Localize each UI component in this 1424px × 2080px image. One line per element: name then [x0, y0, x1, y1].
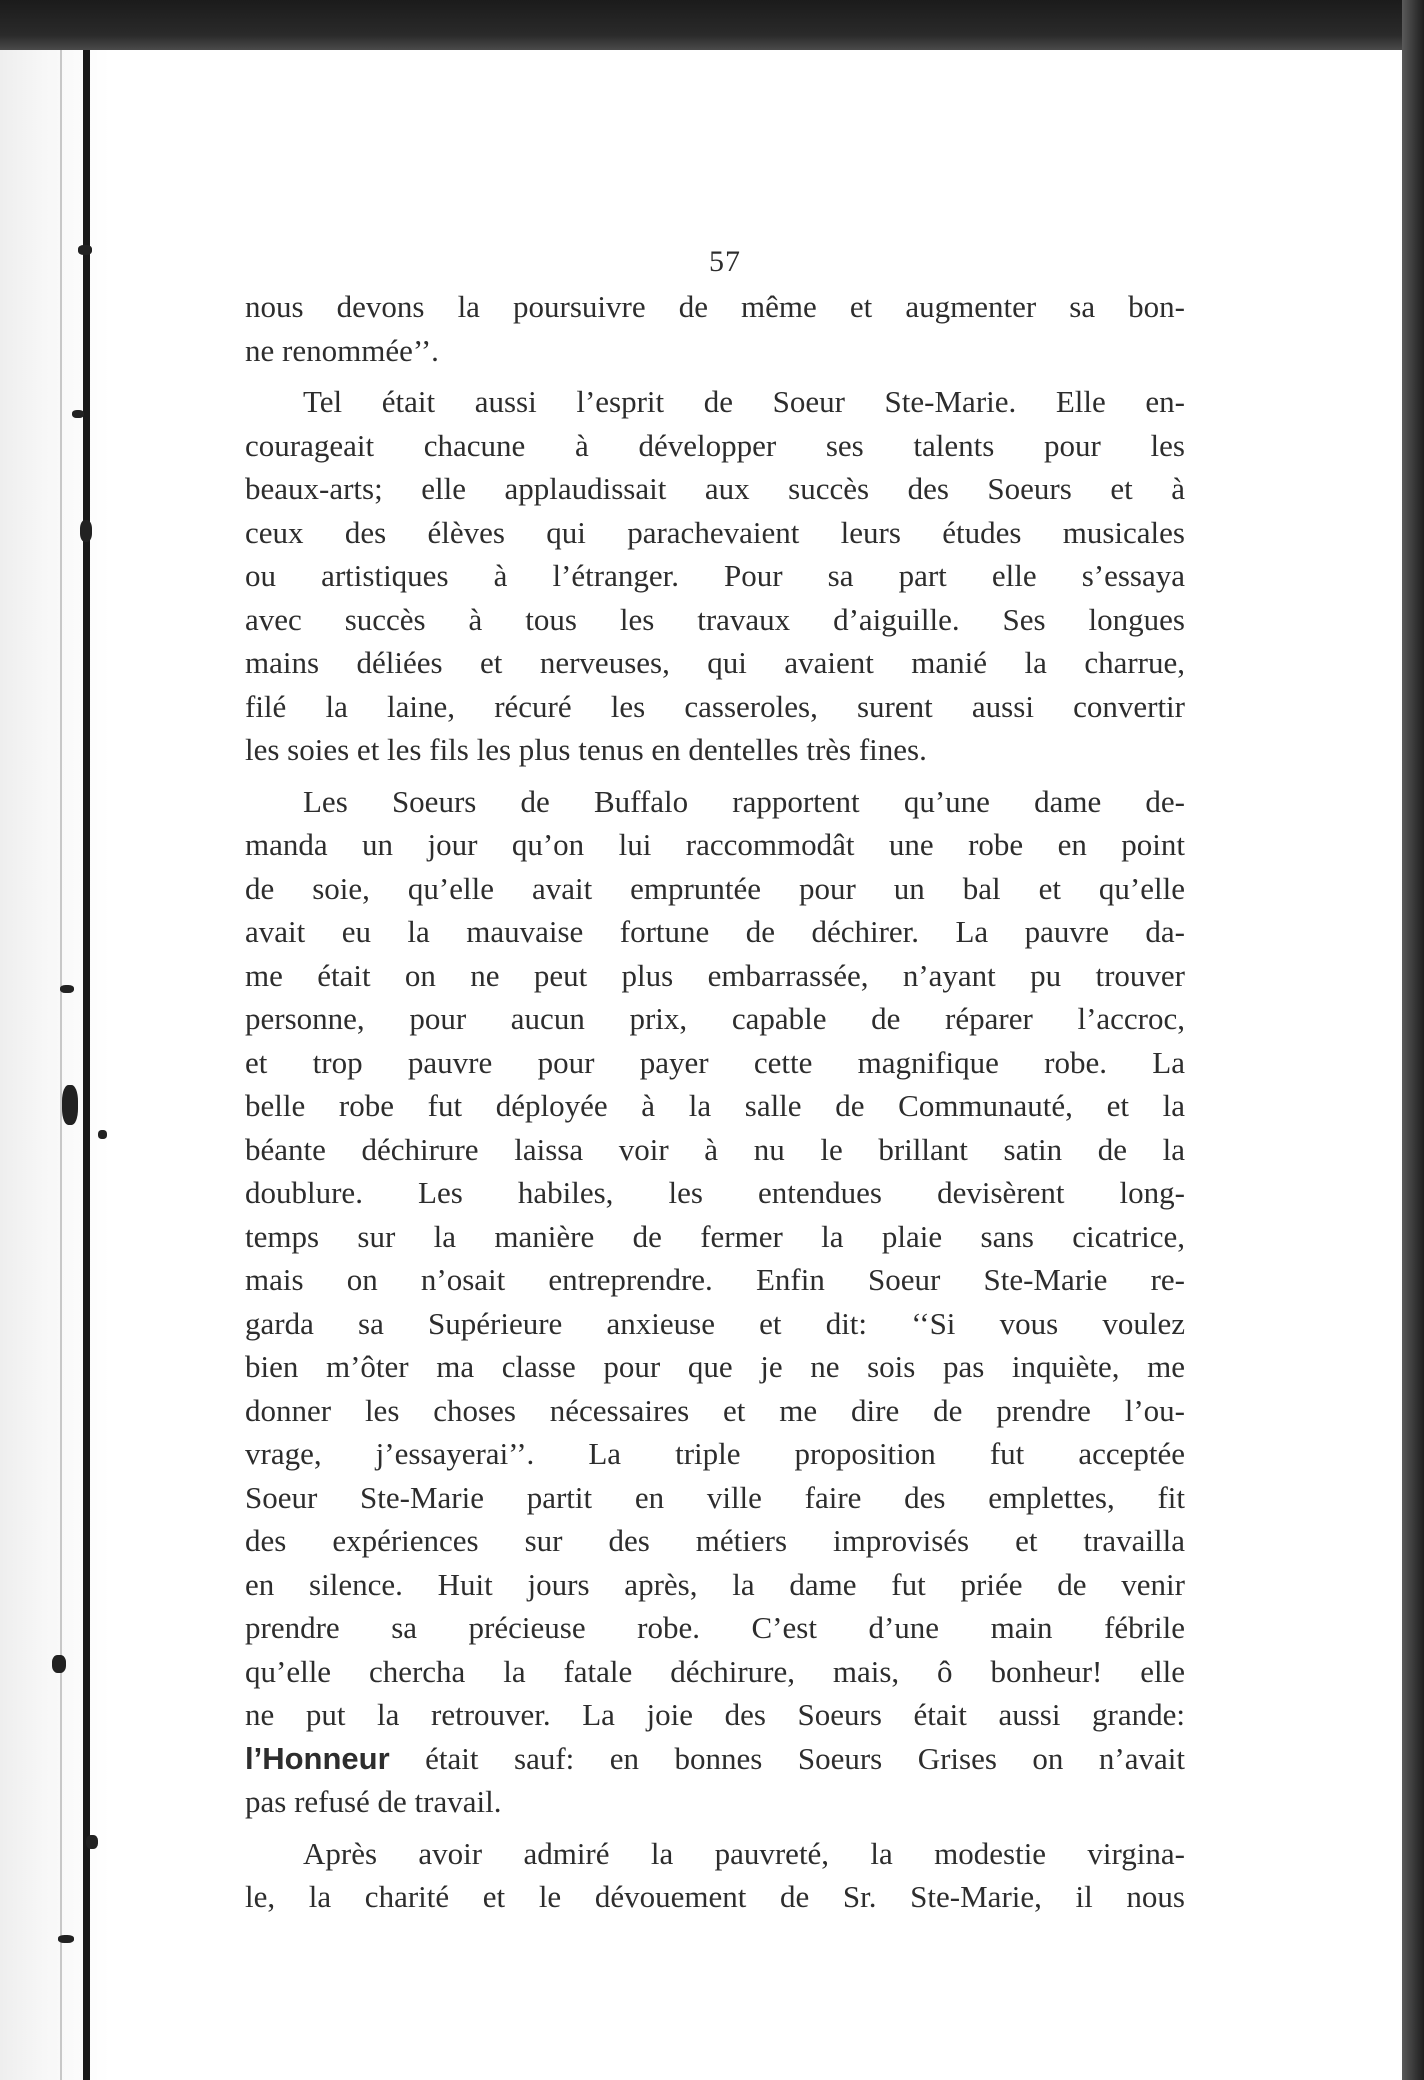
text-line: en silence. Huit jours après, la dame fut priée de venir: [245, 1566, 1185, 1602]
binding-speck: [52, 1655, 66, 1673]
text-line: Soeur Ste-Marie partit en ville faire des emplettes, fit: [245, 1479, 1185, 1515]
scanner-edge-right: [1402, 0, 1424, 2080]
text-line: garda sa Supérieure anxieuse et dit: ‘‘Si vous voulez: [245, 1305, 1185, 1341]
text-fragment: était sauf: en bonnes Soeurs Grises on n’avait: [389, 1740, 1185, 1776]
text-line: nous devons la poursuivre de même et augmenter sa bon-: [245, 289, 1185, 324]
paragraph-3: [245, 780, 1185, 1824]
text-line: bien m’ôter ma classe pour que je ne sois pas inquiète, me: [245, 1349, 1185, 1384]
binding-line: [83, 50, 90, 2080]
binding-speck: [62, 1085, 78, 1125]
text-line: qu’elle chercha la fatale déchirure, mais, ô bonheur! elle: [245, 1653, 1185, 1689]
text-line: béante déchirure laissa voir à nu le brillant satin de la: [245, 1131, 1185, 1167]
text-line: le, la charité et le dévouement de Sr. Ste-Marie, il nous: [245, 1879, 1185, 1914]
text-line: manda un jour qu’on lui raccommodât une robe en point: [245, 827, 1185, 862]
binding-shadow-line: [60, 50, 62, 2080]
text-line: de soie, qu’elle avait empruntée pour un bal et qu’elle: [245, 870, 1185, 906]
binding-speck: [98, 1130, 107, 1139]
text-line: Tel était aussi l’esprit de Soeur Ste-Marie. Elle en-: [303, 384, 1185, 419]
text-line: prendre sa précieuse robe. C’est d’une main fébrile: [245, 1610, 1185, 1645]
paragraph-2: [245, 380, 1185, 772]
page-body: [245, 245, 1185, 1919]
text-line: des expériences sur des métiers improvisés et travailla: [245, 1523, 1185, 1558]
text-line: Les Soeurs de Buffalo rapportent qu’une dame de-: [303, 783, 1185, 819]
binding-speck: [60, 985, 74, 993]
text-line: personne, pour aucun prix, capable de réparer l’accroc,: [245, 1001, 1185, 1036]
paragraph-1: [245, 285, 1185, 372]
text-line: ou artistiques à l’étranger. Pour sa part elle s’essaya: [245, 558, 1185, 593]
binding-speck: [86, 1835, 98, 1849]
binding-speck: [78, 245, 92, 255]
paragraph-4: [245, 1832, 1185, 1919]
text-line: vrage, j’essayerai’’. La triple proposition fut acceptée: [245, 1436, 1185, 1471]
text-line: mais on n’osait entreprendre. Enfin Soeur Ste-Marie re-: [245, 1262, 1185, 1297]
text-line: ne renommée’’.: [245, 332, 439, 368]
text-line: ceux des élèves qui parachevaient leurs études musicales: [245, 514, 1185, 550]
text-line: temps sur la manière de fermer la plaie sans cicatrice,: [245, 1218, 1185, 1254]
text-line: avec succès à tous les travaux d’aiguille. Ses longues: [245, 601, 1185, 637]
text-line: avait eu la mauvaise fortune de déchirer. La pauvre da-: [245, 914, 1185, 949]
text-line: doublure. Les habiles, les entendues devisèrent long-: [245, 1175, 1185, 1210]
page-number: 57: [709, 245, 741, 278]
text-line: [245, 1737, 1185, 1781]
text-line: me était on ne peut plus embarrassée, n’ayant pu trouver: [245, 957, 1185, 993]
text-line: ne put la retrouver. La joie des Soeurs était aussi grande:: [245, 1697, 1185, 1732]
emphasis-honneur: l’Honneur: [245, 1740, 390, 1776]
text-line: filé la laine, récuré les casseroles, surent aussi convertir: [245, 688, 1185, 724]
text-line: courageait chacune à développer ses talents pour les: [245, 427, 1185, 463]
text-line: mains déliées et nerveuses, qui avaient manié la charrue,: [245, 645, 1185, 680]
text-line: les soies et les fils les plus tenus en dentelles très fines.: [245, 732, 927, 767]
binding-gutter: [0, 50, 110, 2080]
binding-speck: [80, 520, 92, 542]
text-line: donner les choses nécessaires et me dire de prendre l’ou-: [245, 1392, 1185, 1428]
text-line: beaux-arts; elle applaudissait aux succès des Soeurs et à: [245, 471, 1185, 506]
binding-speck: [58, 1935, 74, 1943]
scanner-edge-top: [0, 0, 1424, 50]
text-line: pas refusé de travail.: [245, 1784, 502, 1819]
text-line: Après avoir admiré la pauvreté, la modestie virgina-: [303, 1835, 1185, 1871]
text-line: belle robe fut déployée à la salle de Communauté, et la: [245, 1088, 1185, 1123]
text-line: et trop pauvre pour payer cette magnifique robe. La: [245, 1044, 1185, 1080]
binding-speck: [72, 410, 84, 418]
